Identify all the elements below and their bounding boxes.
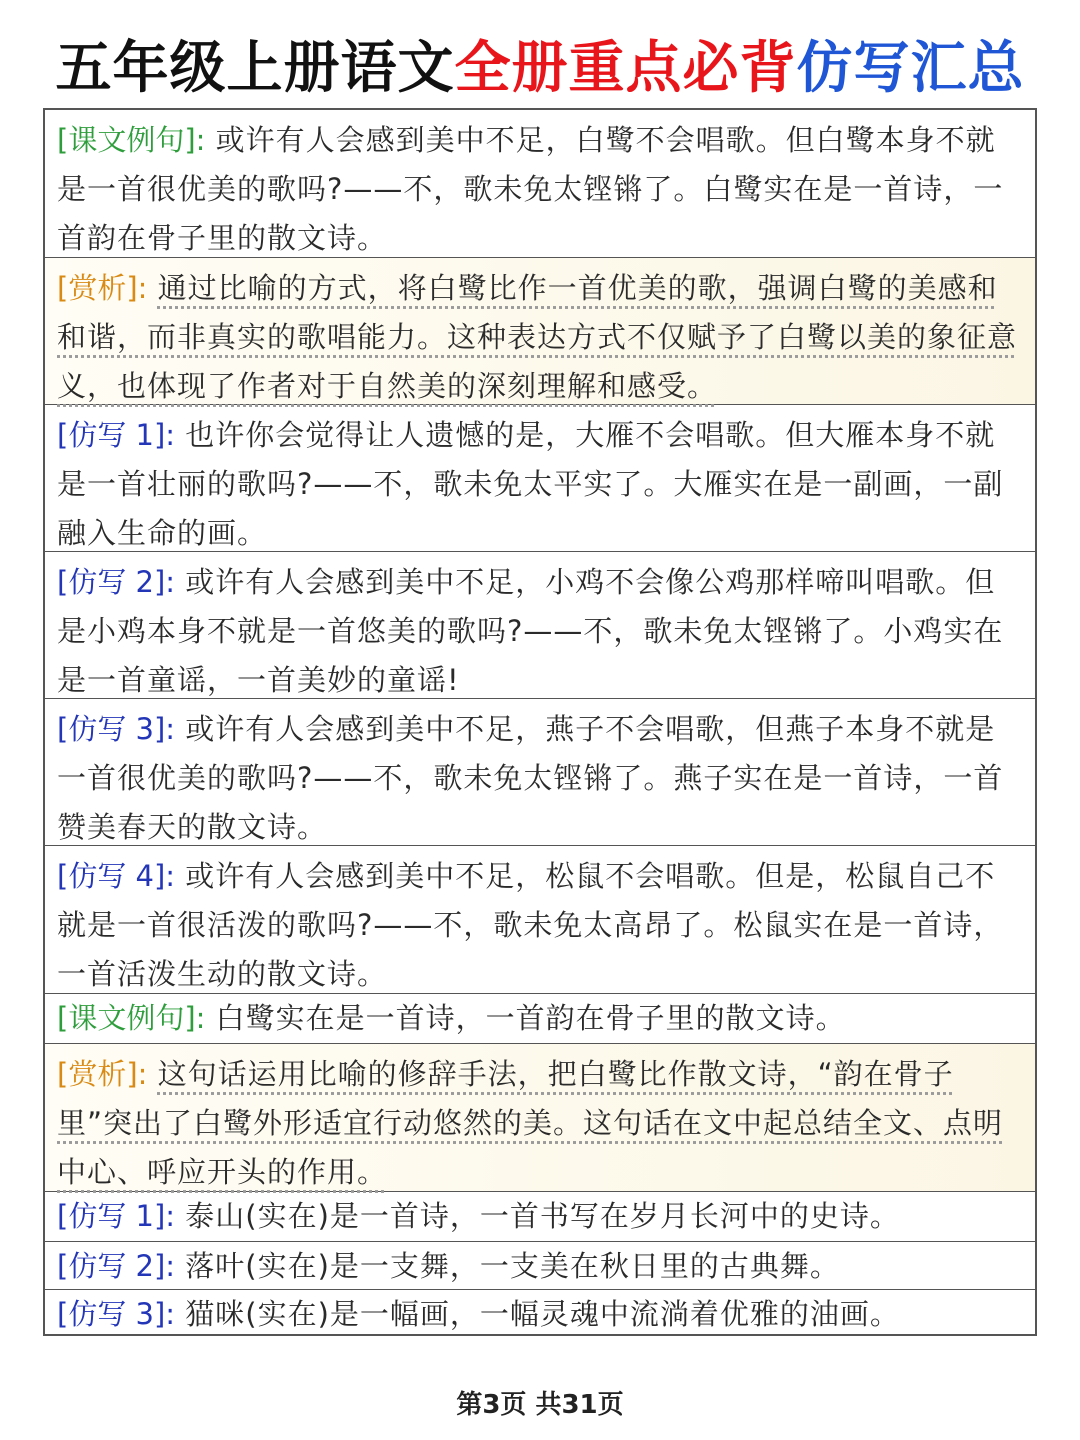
section-text: 猫咪(实在)是一幅画，一幅灵魂中流淌着优雅的油画。	[185, 1297, 900, 1331]
section-example-1	[45, 110, 1035, 258]
section-text: 泰山(实在)是一首诗，一首书写在岁月长河中的史诗。	[185, 1199, 900, 1233]
section-text: 通过比喻的方式，将白鹭比作一首优美的歌，强调白鹭的美感和和谐，而非真实的歌唱能力。这种表达方式不仅赋予了白鹭以美的象征意义，也体现了作者对于自然美的深刻理解和感受。	[57, 271, 1018, 403]
section-imitation-1	[45, 405, 1035, 552]
section-text: 或许有人会感到美中不足，松鼠不会唱歌。但是，松鼠自己不就是一首很活泼的歌吗?——不，歌未免太高昂了。松鼠实在是一首诗，一首活泼生动的散文诗。	[57, 859, 1004, 991]
section-text: 落叶(实在)是一支舞，一支美在秋日里的古典舞。	[185, 1249, 840, 1283]
section-text: 也许你会觉得让人遗憾的是，大雁不会唱歌。但大雁本身不就是一首壮丽的歌吗?——不，歌未免太平实了。大雁实在是一副画，一副融入生命的画。	[57, 418, 1004, 550]
page-title	[0, 28, 1080, 108]
section-analysis-2	[45, 1044, 1035, 1192]
section-tag: [仿写 1]:	[57, 418, 176, 452]
section-tag: [仿写 2]:	[57, 565, 176, 599]
title-part-red: 全册重点必背	[454, 35, 797, 101]
content-table	[43, 108, 1037, 1336]
section-tag: [赏析]:	[57, 271, 148, 305]
section-example-2	[45, 994, 1035, 1044]
section-text: 这句话运用比喻的修辞手法，把白鹭比作散文诗，“韵在骨子里”突出了白鹭外形适宜行动悠然的美。这句话在文中起总结全文、点明中心、呼应开头的作用。	[57, 1057, 1004, 1189]
section-tag: [仿写 4]:	[57, 859, 176, 893]
title-part-black: 五年级上册语文	[55, 35, 455, 101]
section-tag: [仿写 3]:	[57, 712, 176, 746]
section-text: 或许有人会感到美中不足，白鹭不会唱歌。但白鹭本身不就是一首很优美的歌吗?——不，歌未免太铿锵了。白鹭实在是一首诗，一首韵在骨子里的散文诗。	[57, 123, 1004, 255]
section-imitation-4	[45, 846, 1035, 994]
section-tag: [课文例句]:	[57, 123, 206, 157]
title-part-blue: 仿写汇总	[796, 35, 1025, 101]
section-tag: [仿写 2]:	[57, 1249, 176, 1283]
section-analysis-1	[45, 258, 1035, 405]
section-text: 或许有人会感到美中不足，小鸡不会像公鸡那样啼叫唱歌。但是小鸡本身不就是一首悠美的歌吗?——不，歌未免太铿锵了。小鸡实在是一首童谣，一首美妙的童谣!	[57, 565, 1004, 697]
section-tag: [仿写 1]:	[57, 1199, 176, 1233]
section-imitation-6	[45, 1242, 1035, 1290]
section-imitation-5	[45, 1192, 1035, 1242]
section-imitation-7	[45, 1290, 1035, 1334]
section-tag: [仿写 3]:	[57, 1297, 176, 1331]
section-text: 或许有人会感到美中不足，燕子不会唱歌，但燕子本身不就是一首很优美的歌吗?——不，歌未免太铿锵了。燕子实在是一首诗，一首赞美春天的散文诗。	[57, 712, 1004, 844]
section-imitation-3	[45, 699, 1035, 846]
section-tag: [课文例句]:	[57, 1001, 206, 1035]
section-tag: [赏析]:	[57, 1057, 148, 1091]
section-imitation-2	[45, 552, 1035, 699]
section-text: 白鹭实在是一首诗，一首韵在骨子里的散文诗。	[215, 1001, 846, 1035]
page-counter: 第3页 共31页	[456, 1390, 624, 1420]
